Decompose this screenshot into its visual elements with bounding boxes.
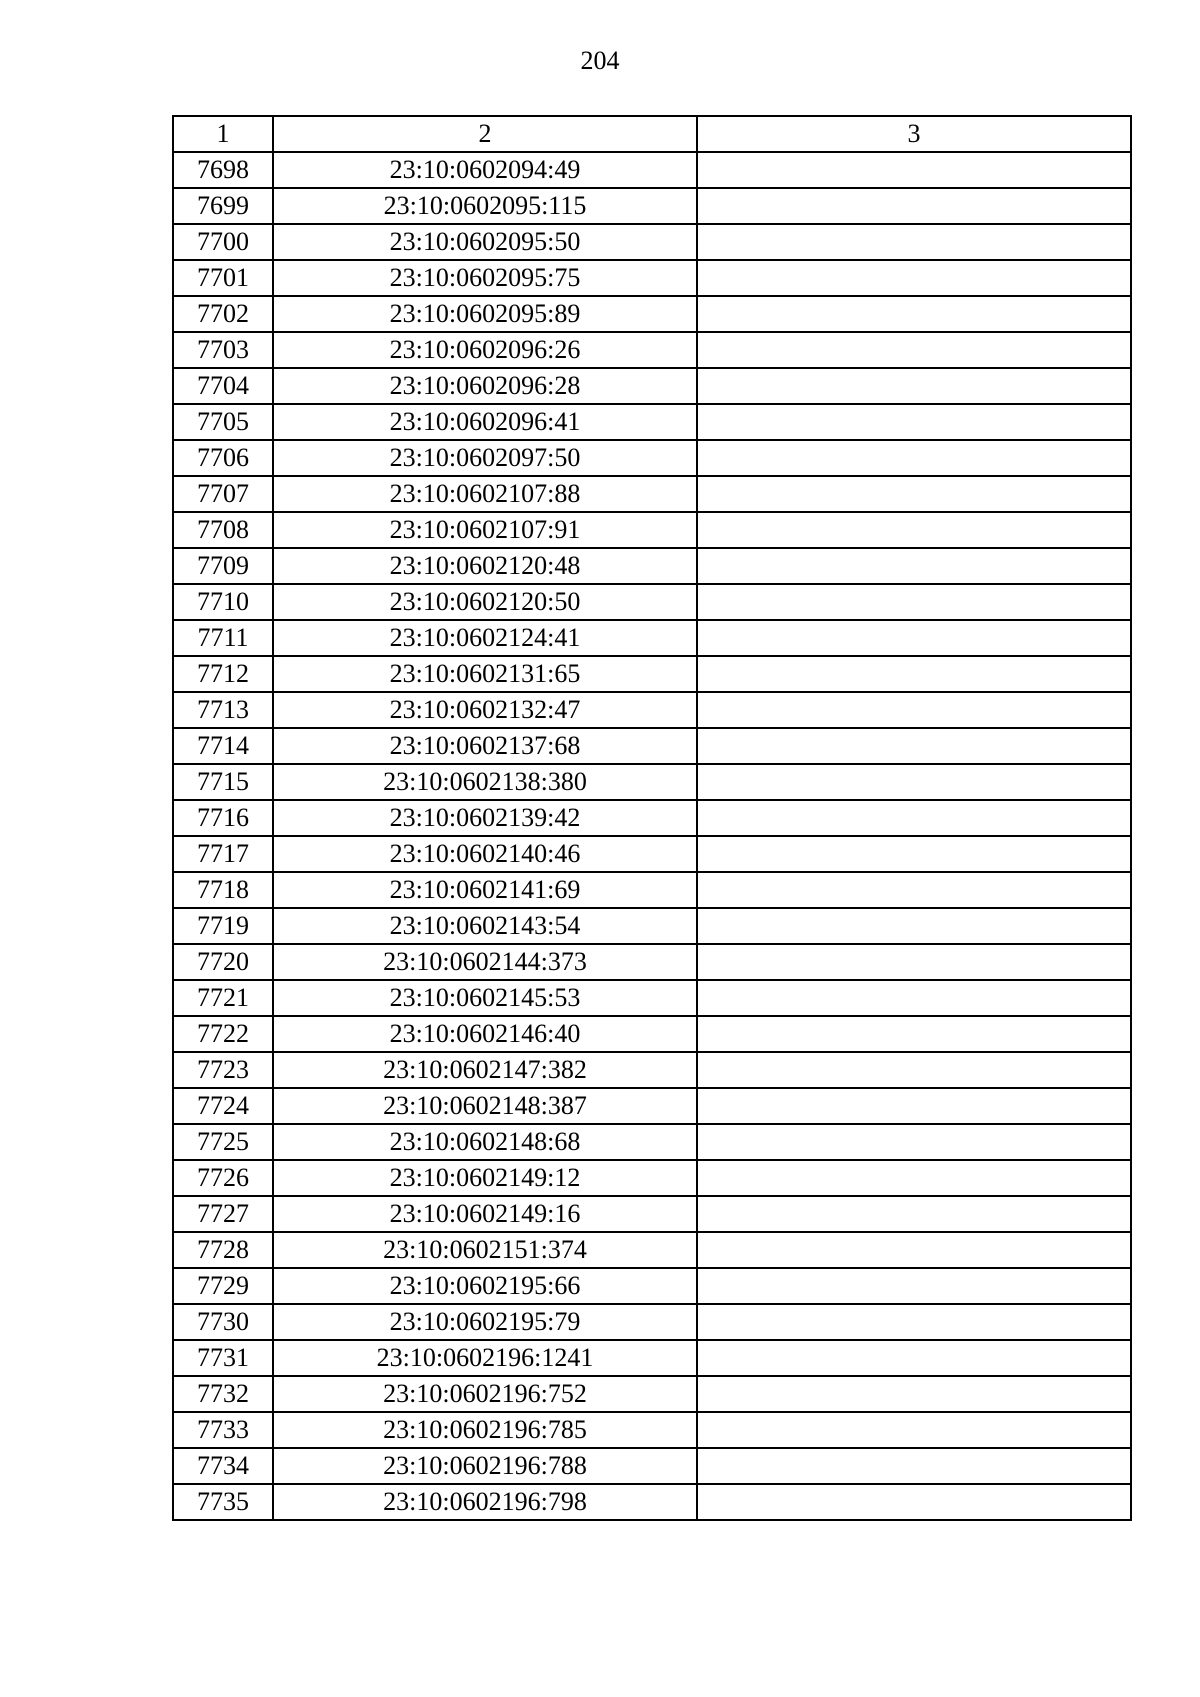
cadastral-number-cell: 23:10:0602095:89 [273,296,697,332]
note-cell [697,1124,1131,1160]
row-number-cell: 7702 [173,296,273,332]
row-number-cell: 7724 [173,1088,273,1124]
note-cell [697,1340,1131,1376]
row-number-cell: 7733 [173,1412,273,1448]
cadastral-number-cell: 23:10:0602097:50 [273,440,697,476]
row-number-cell: 7735 [173,1484,273,1520]
row-number-cell: 7732 [173,1376,273,1412]
table-row [173,908,1131,944]
table-row [173,728,1131,764]
cadastral-number-cell: 23:10:0602149:16 [273,1196,697,1232]
row-number-cell: 7710 [173,584,273,620]
column-header-2: 2 [273,116,697,152]
note-cell [697,944,1131,980]
cadastral-number-cell: 23:10:0602143:54 [273,908,697,944]
row-number-cell: 7708 [173,512,273,548]
row-number-cell: 7714 [173,728,273,764]
table-row [173,764,1131,800]
note-cell [697,440,1131,476]
cadastral-number-cell: 23:10:0602149:12 [273,1160,697,1196]
table-row [173,980,1131,1016]
row-number-cell: 7726 [173,1160,273,1196]
row-number-cell: 7717 [173,836,273,872]
cadastral-number-cell: 23:10:0602138:380 [273,764,697,800]
row-number-cell: 7709 [173,548,273,584]
row-number-cell: 7716 [173,800,273,836]
cadastral-number-cell: 23:10:0602124:41 [273,620,697,656]
row-number-cell: 7721 [173,980,273,1016]
table-row [173,1484,1131,1520]
row-number-cell: 7730 [173,1304,273,1340]
cadastral-number-cell: 23:10:0602096:26 [273,332,697,368]
cadastral-number-cell: 23:10:0602094:49 [273,152,697,188]
table-row [173,440,1131,476]
cadastral-number-cell: 23:10:0602195:79 [273,1304,697,1340]
note-cell [697,548,1131,584]
note-cell [697,728,1131,764]
table-row [173,1052,1131,1088]
cadastral-number-cell: 23:10:0602146:40 [273,1016,697,1052]
column-header-1: 1 [173,116,273,152]
note-cell [697,656,1131,692]
cadastral-number-cell: 23:10:0602148:68 [273,1124,697,1160]
cadastral-number-cell: 23:10:0602196:1241 [273,1340,697,1376]
row-number-cell: 7715 [173,764,273,800]
table-row [173,1412,1131,1448]
row-number-cell: 7707 [173,476,273,512]
cadastral-number-cell: 23:10:0602196:788 [273,1448,697,1484]
cadastral-number-cell: 23:10:0602139:42 [273,800,697,836]
cadastral-number-cell: 23:10:0602141:69 [273,872,697,908]
cadastral-number-cell: 23:10:0602120:48 [273,548,697,584]
note-cell [697,1196,1131,1232]
cadastral-number-cell: 23:10:0602096:41 [273,404,697,440]
note-cell [697,764,1131,800]
note-cell [697,296,1131,332]
cadastral-number-cell: 23:10:0602107:88 [273,476,697,512]
table-row [173,944,1131,980]
note-cell [697,692,1131,728]
note-cell [697,368,1131,404]
table-row [173,1448,1131,1484]
table-row [173,584,1131,620]
row-number-cell: 7713 [173,692,273,728]
header-row [173,116,1131,152]
table-row [173,296,1131,332]
note-cell [697,188,1131,224]
table-row [173,224,1131,260]
cadastral-table [172,115,1132,1521]
cadastral-number-cell: 23:10:0602196:752 [273,1376,697,1412]
row-number-cell: 7699 [173,188,273,224]
table-row [173,548,1131,584]
table-row [173,1268,1131,1304]
note-cell [697,1484,1131,1520]
note-cell [697,584,1131,620]
row-number-cell: 7731 [173,1340,273,1376]
cadastral-number-cell: 23:10:0602147:382 [273,1052,697,1088]
page-number: 204 [580,46,620,75]
note-cell [697,1052,1131,1088]
cadastral-number-cell: 23:10:0602196:785 [273,1412,697,1448]
note-cell [697,1304,1131,1340]
note-cell [697,1412,1131,1448]
note-cell [697,1016,1131,1052]
table-row [173,836,1131,872]
row-number-cell: 7704 [173,368,273,404]
note-cell [697,620,1131,656]
note-cell [697,980,1131,1016]
cadastral-number-cell: 23:10:0602137:68 [273,728,697,764]
cadastral-number-cell: 23:10:0602151:374 [273,1232,697,1268]
cadastral-number-cell: 23:10:0602140:46 [273,836,697,872]
row-number-cell: 7711 [173,620,273,656]
row-number-cell: 7703 [173,332,273,368]
cadastral-number-cell: 23:10:0602095:75 [273,260,697,296]
table-row [173,1304,1131,1340]
note-cell [697,1232,1131,1268]
row-number-cell: 7723 [173,1052,273,1088]
row-number-cell: 7729 [173,1268,273,1304]
cadastral-number-cell: 23:10:0602145:53 [273,980,697,1016]
row-number-cell: 7706 [173,440,273,476]
cadastral-number-cell: 23:10:0602132:47 [273,692,697,728]
table-row [173,1232,1131,1268]
row-number-cell: 7701 [173,260,273,296]
row-number-cell: 7700 [173,224,273,260]
table-row [173,872,1131,908]
note-cell [697,224,1131,260]
note-cell [697,872,1131,908]
row-number-cell: 7719 [173,908,273,944]
table-row [173,1376,1131,1412]
note-cell [697,332,1131,368]
row-number-cell: 7712 [173,656,273,692]
row-number-cell: 7718 [173,872,273,908]
row-number-cell: 7705 [173,404,273,440]
table-row [173,692,1131,728]
table-row [173,1196,1131,1232]
table-row [173,656,1131,692]
table-row [173,188,1131,224]
note-cell [697,152,1131,188]
cadastral-number-cell: 23:10:0602131:65 [273,656,697,692]
table-row [173,368,1131,404]
table-row [173,1088,1131,1124]
cadastral-number-cell: 23:10:0602196:798 [273,1484,697,1520]
row-number-cell: 7698 [173,152,273,188]
table-row [173,1124,1131,1160]
note-cell [697,1376,1131,1412]
note-cell [697,1160,1131,1196]
note-cell [697,1268,1131,1304]
note-cell [697,476,1131,512]
note-cell [697,908,1131,944]
note-cell [697,1088,1131,1124]
cadastral-number-cell: 23:10:0602195:66 [273,1268,697,1304]
cadastral-number-cell: 23:10:0602095:50 [273,224,697,260]
note-cell [697,800,1131,836]
cadastral-number-cell: 23:10:0602107:91 [273,512,697,548]
note-cell [697,404,1131,440]
note-cell [697,1448,1131,1484]
row-number-cell: 7725 [173,1124,273,1160]
column-header-3: 3 [697,116,1131,152]
table-row [173,1016,1131,1052]
row-number-cell: 7720 [173,944,273,980]
table-row [173,800,1131,836]
cadastral-number-cell: 23:10:0602095:115 [273,188,697,224]
table-row [173,332,1131,368]
row-number-cell: 7728 [173,1232,273,1268]
cadastral-number-cell: 23:10:0602148:387 [273,1088,697,1124]
note-cell [697,512,1131,548]
table-row [173,620,1131,656]
cadastral-number-cell: 23:10:0602096:28 [273,368,697,404]
table-row [173,1160,1131,1196]
row-number-cell: 7727 [173,1196,273,1232]
table-row [173,152,1131,188]
table-row [173,404,1131,440]
cadastral-number-cell: 23:10:0602120:50 [273,584,697,620]
table-row [173,260,1131,296]
table-row [173,476,1131,512]
row-number-cell: 7722 [173,1016,273,1052]
table-body [173,152,1131,1520]
row-number-cell: 7734 [173,1448,273,1484]
table-row [173,1340,1131,1376]
cadastral-number-cell: 23:10:0602144:373 [273,944,697,980]
note-cell [697,260,1131,296]
table-row [173,512,1131,548]
note-cell [697,836,1131,872]
